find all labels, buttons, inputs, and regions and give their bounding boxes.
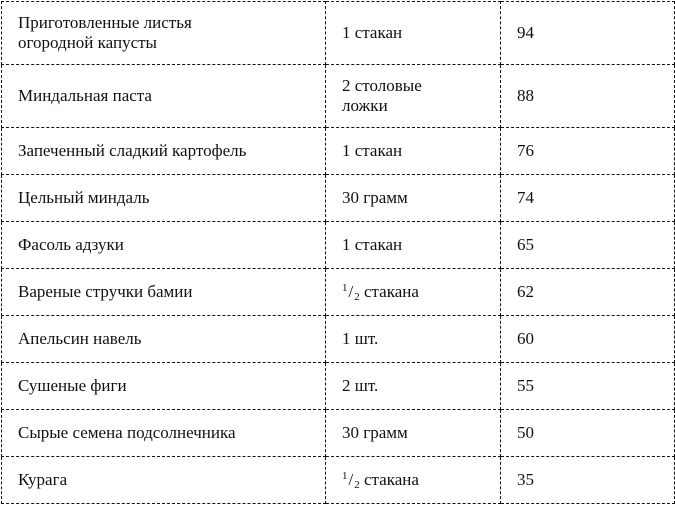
- fraction: $^1/_2$: [342, 281, 360, 303]
- table-row: [2, 128, 675, 175]
- food-name: Приготовленные листья огородной капусты: [2, 2, 326, 65]
- portion: 30 грамм: [326, 410, 501, 457]
- food-name: Миндальная паста: [2, 65, 326, 128]
- food-name: Вареные стручки бамии: [2, 269, 326, 316]
- value: 94: [501, 2, 675, 65]
- value: 50: [501, 410, 675, 457]
- value: 62: [501, 269, 675, 316]
- food-name: Сушеные фиги: [2, 363, 326, 410]
- table-row: [2, 175, 675, 222]
- table-row: [2, 65, 675, 128]
- table-row: [2, 222, 675, 269]
- portion: 1 шт.: [326, 316, 501, 363]
- food-name: Фасоль адзуки: [2, 222, 326, 269]
- table-row: [2, 410, 675, 457]
- food-name: Апельсин навель: [2, 316, 326, 363]
- portion: $^1/_2$ стакана: [326, 269, 501, 316]
- portion: 2 столовые ложки: [326, 65, 501, 128]
- portion: 30 грамм: [326, 175, 501, 222]
- value: 74: [501, 175, 675, 222]
- value: 65: [501, 222, 675, 269]
- table-row: [2, 316, 675, 363]
- portion: 1 стакан: [326, 2, 501, 65]
- food-name: Курага: [2, 457, 326, 504]
- portion: $^1/_2$ стакана: [326, 457, 501, 504]
- value: 55: [501, 363, 675, 410]
- value: 76: [501, 128, 675, 175]
- portion: 2 шт.: [326, 363, 501, 410]
- food-name: Запеченный сладкий картофель: [2, 128, 326, 175]
- fraction: $^1/_2$: [342, 469, 360, 491]
- table-row: [2, 2, 675, 65]
- value: 60: [501, 316, 675, 363]
- portion: 1 стакан: [326, 128, 501, 175]
- portion: 1 стакан: [326, 222, 501, 269]
- table-row: [2, 363, 675, 410]
- table-row: [2, 269, 675, 316]
- food-table: [1, 1, 675, 504]
- value: 35: [501, 457, 675, 504]
- value: 88: [501, 65, 675, 128]
- food-name: Сырые семена подсолнечника: [2, 410, 326, 457]
- table-row: [2, 457, 675, 504]
- food-name: Цельный миндаль: [2, 175, 326, 222]
